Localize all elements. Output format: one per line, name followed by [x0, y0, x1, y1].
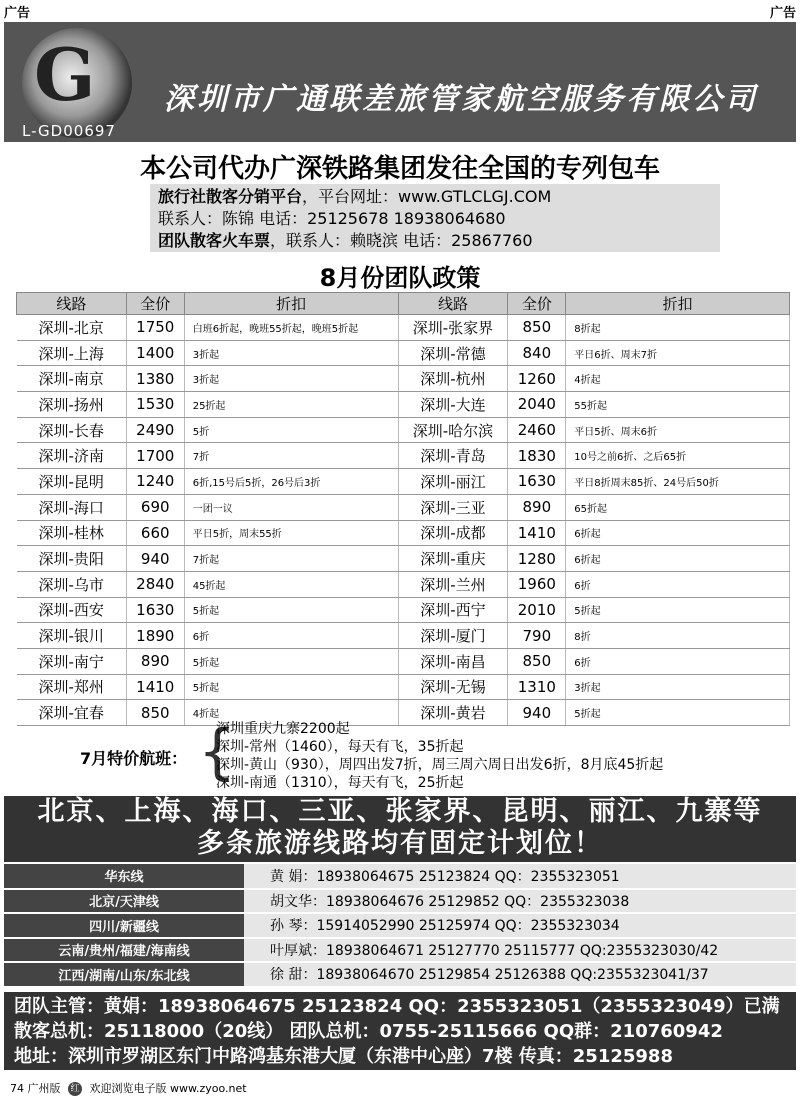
discount-cell: 平日5折，周末55折 [184, 520, 398, 546]
route-cell: 深圳-西安 [17, 597, 127, 623]
price-cell: 1700 [126, 443, 184, 469]
footer-contacts [4, 992, 796, 1070]
price-cell: 1630 [126, 597, 184, 623]
rate-row [17, 597, 790, 623]
price-cell: 1410 [126, 674, 184, 700]
discount-cell: 8折 [566, 623, 790, 649]
contact-line-3: 团队散客火车票，联系人：赖晓滨 电话：25867760 [158, 231, 533, 250]
special-label: 7月特价航班： [80, 749, 188, 768]
region-contact: 叶厚斌：18938064671 25127770 25115777 QQ:2355323030/42 [244, 938, 796, 963]
price-cell: 2010 [508, 597, 566, 623]
route-cell: 深圳-无锡 [398, 674, 508, 700]
rate-row [17, 469, 790, 495]
rate-row [17, 648, 790, 674]
discount-cell: 5折起 [184, 597, 398, 623]
price-cell: 1400 [126, 340, 184, 366]
rate-row [17, 674, 790, 700]
price-cell: 690 [126, 494, 184, 520]
rate-row [17, 392, 790, 418]
route-cell: 深圳-上海 [17, 340, 127, 366]
discount-cell: 65折起 [566, 494, 790, 520]
price-cell: 840 [508, 340, 566, 366]
price-cell: 940 [126, 546, 184, 572]
route-cell: 深圳-哈尔滨 [398, 417, 508, 443]
route-cell: 深圳-长春 [17, 417, 127, 443]
site-url[interactable]: www.zyoo.net [170, 1082, 247, 1095]
discount-cell: 3折起 [184, 366, 398, 392]
rate-row [17, 315, 790, 341]
route-cell: 深圳-三亚 [398, 494, 508, 520]
price-cell: 2840 [126, 571, 184, 597]
banner-line-2: 多条旅游线路均有固定计划位！ [197, 828, 603, 859]
discount-cell: 6折起 [566, 546, 790, 572]
price-cell: 1310 [508, 674, 566, 700]
discount-cell: 8折起 [566, 315, 790, 341]
route-cell: 深圳-宜春 [17, 700, 127, 726]
route-cell: 深圳-北京 [17, 315, 127, 341]
brace-icon: { [198, 717, 237, 787]
route-cell: 深圳-重庆 [398, 546, 508, 572]
rates-body [17, 315, 790, 726]
region-name: 四川/新疆线 [4, 913, 244, 938]
discount-cell: 4折起 [566, 366, 790, 392]
discount-cell: 5折起 [566, 700, 790, 726]
price-cell: 1410 [508, 520, 566, 546]
route-cell: 深圳-厦门 [398, 623, 508, 649]
price-cell: 1630 [508, 469, 566, 495]
rate-row [17, 571, 790, 597]
price-cell: 890 [508, 494, 566, 520]
page-number: 74 [10, 1082, 24, 1095]
contact-box [150, 184, 720, 252]
header-discount-2: 折扣 [566, 293, 790, 315]
price-cell: 1380 [126, 366, 184, 392]
route-cell: 深圳-丽江 [398, 469, 508, 495]
page-footer [10, 1080, 247, 1096]
price-cell: 2040 [508, 392, 566, 418]
company-name: 深圳市广通联差旅管家航空服务有限公司 [164, 82, 758, 117]
rate-row [17, 366, 790, 392]
price-cell: 940 [508, 700, 566, 726]
special-lines [216, 720, 663, 792]
rates-table [16, 292, 790, 726]
price-cell: 850 [508, 315, 566, 341]
regions-table [4, 864, 796, 988]
price-cell: 2460 [508, 417, 566, 443]
route-cell: 深圳-张家界 [398, 315, 508, 341]
ad-tag-right: 广告 [769, 6, 796, 21]
discount-cell: 4折起 [184, 700, 398, 726]
routes-banner [4, 796, 796, 862]
rate-row [17, 417, 790, 443]
region-name: 北京/天津线 [4, 889, 244, 914]
route-cell: 深圳-南宁 [17, 648, 127, 674]
header-route: 线路 [17, 293, 127, 315]
region-name: 江西/湖南/山东/东北线 [4, 962, 244, 987]
contact-line-1: 旅行社散客分销平台，平台网址：www.GTLCLGJ.COM [158, 187, 552, 206]
route-cell: 深圳-兰州 [398, 571, 508, 597]
discount-cell: 55折起 [566, 392, 790, 418]
route-cell: 深圳-黄岩 [398, 700, 508, 726]
discount-cell: 6折起 [566, 520, 790, 546]
discount-cell: 5折起 [184, 648, 398, 674]
footer-line-3: 地址：深圳市罗湖区东门中路鸿基东港大厦（东港中心座）7楼 传真：25125988 [14, 1046, 673, 1067]
region-contact: 徐 甜：18938064670 25129854 25126388 QQ:2355323041/37 [244, 962, 796, 987]
route-cell: 深圳-大连 [398, 392, 508, 418]
badge-icon: 红 [68, 1082, 82, 1096]
route-cell: 深圳-银川 [17, 623, 127, 649]
route-cell: 深圳-昆明 [17, 469, 127, 495]
discount-cell: 7折 [184, 443, 398, 469]
discount-cell: 白班6折起，晚班55折起，晚班5折起 [184, 315, 398, 341]
discount-cell: 平日8折周末85折、24号后50折 [566, 469, 790, 495]
special-line: 深圳-常州（1460），每天有飞，35折起 [216, 739, 464, 755]
discount-cell: 5折起 [184, 674, 398, 700]
footer-line-1: 团队主管：黄娟：18938064675 25123824 QQ：2355323051（2355323049）已满 [14, 996, 780, 1017]
header-price: 全价 [126, 293, 184, 315]
headline: 本公司代办广深铁路集团发往全国的专列包车 [139, 154, 660, 184]
discount-cell: 6折 [184, 623, 398, 649]
region-row [4, 889, 796, 914]
price-cell: 1830 [508, 443, 566, 469]
banner-line-1: 北京、上海、海口、三亚、张家界、昆明、丽江、九寨等 [37, 796, 763, 827]
discount-cell: 5折 [184, 417, 398, 443]
special-line: 深圳重庆九寨2200起 [216, 721, 350, 737]
slogan: 欢迎浏览电子版 [89, 1082, 167, 1095]
route-cell: 深圳-南京 [17, 366, 127, 392]
logo-letter: G [34, 32, 96, 117]
route-cell: 深圳-乌市 [17, 571, 127, 597]
rate-row [17, 443, 790, 469]
header-price-2: 全价 [508, 293, 566, 315]
route-cell: 深圳-桂林 [17, 520, 127, 546]
discount-cell: 6折 [566, 571, 790, 597]
region-contact: 孙 琴：15914052990 25125974 QQ：2355323034 [244, 913, 796, 938]
rate-row [17, 520, 790, 546]
route-cell: 深圳-济南 [17, 443, 127, 469]
discount-cell: 3折起 [566, 674, 790, 700]
rates-header-row [17, 293, 790, 315]
contact-line-2: 联系人：陈锦 电话：25125678 18938064680 [158, 209, 506, 228]
region-name: 华东线 [4, 864, 244, 889]
price-cell: 2490 [126, 417, 184, 443]
special-line: 深圳-黄山（930），周四出发7折，周三周六周日出发6折，8月底45折起 [216, 757, 664, 773]
special-flights [80, 717, 780, 792]
price-cell: 850 [508, 648, 566, 674]
discount-cell: 45折起 [184, 571, 398, 597]
discount-cell: 7折起 [184, 546, 398, 572]
region-row [4, 962, 796, 987]
region-row [4, 938, 796, 963]
discount-cell: 10号之前6折、之后65折 [566, 443, 790, 469]
rate-row [17, 546, 790, 572]
region-name: 云南/贵州/福建/海南线 [4, 938, 244, 963]
ad-tag-left: 广告 [4, 6, 31, 21]
policy-title: 8月份团队政策 [319, 264, 481, 292]
rate-row [17, 623, 790, 649]
discount-cell: 平日6折、周末7折 [566, 340, 790, 366]
license-number: L-GD00697 [22, 122, 116, 140]
rate-row [17, 494, 790, 520]
price-cell: 1960 [508, 571, 566, 597]
region-contact: 胡文华：18938064676 25129852 QQ：2355323038 [244, 889, 796, 914]
discount-cell: 平日5折、周末6折 [566, 417, 790, 443]
price-cell: 890 [126, 648, 184, 674]
route-cell: 深圳-南昌 [398, 648, 508, 674]
discount-cell: 3折起 [184, 340, 398, 366]
price-cell: 1750 [126, 315, 184, 341]
price-cell: 1280 [508, 546, 566, 572]
route-cell: 深圳-贵阳 [17, 546, 127, 572]
route-cell: 深圳-杭州 [398, 366, 508, 392]
route-cell: 深圳-成都 [398, 520, 508, 546]
header-route-2: 线路 [398, 293, 508, 315]
rate-row [17, 340, 790, 366]
region-row [4, 864, 796, 889]
route-cell: 深圳-郑州 [17, 674, 127, 700]
header-discount: 折扣 [184, 293, 398, 315]
route-cell: 深圳-青岛 [398, 443, 508, 469]
route-cell: 深圳-西宁 [398, 597, 508, 623]
route-cell: 深圳-常德 [398, 340, 508, 366]
edition: 广州版 [27, 1082, 61, 1095]
price-cell: 1530 [126, 392, 184, 418]
region-row [4, 913, 796, 938]
discount-cell: 25折起 [184, 392, 398, 418]
region-contact: 黄 娟：18938064675 25123824 QQ：2355323051 [244, 864, 796, 889]
discount-cell: 一团一议 [184, 494, 398, 520]
discount-cell: 6折,15号后5折，26号后3折 [184, 469, 398, 495]
price-cell: 1260 [508, 366, 566, 392]
discount-cell: 6折 [566, 648, 790, 674]
company-header [4, 22, 796, 142]
discount-cell: 5折起 [566, 597, 790, 623]
price-cell: 790 [508, 623, 566, 649]
price-cell: 1240 [126, 469, 184, 495]
route-cell: 深圳-扬州 [17, 392, 127, 418]
price-cell: 660 [126, 520, 184, 546]
price-cell: 850 [126, 700, 184, 726]
route-cell: 深圳-海口 [17, 494, 127, 520]
footer-line-2: 散客总机：25118000（20线） 团队总机：0755-25115666 QQ群：210760942 [14, 1021, 723, 1042]
special-line: 深圳-南通（1310），每天有飞，25折起 [216, 775, 464, 791]
price-cell: 1890 [126, 623, 184, 649]
